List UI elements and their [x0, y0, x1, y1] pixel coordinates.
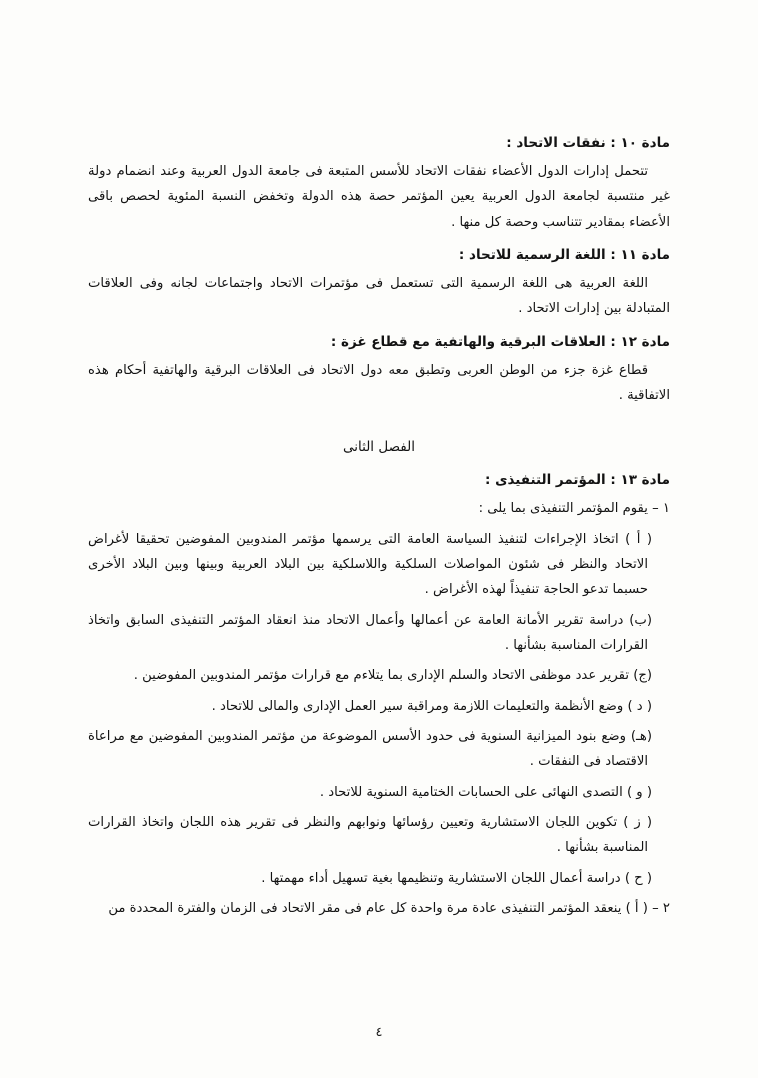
article-12-title: العلاقات البرقية والهاتفية مع قطاع غزة : [330, 333, 606, 350]
list-text: وضع بنود الميزانية السنوية فى حدود الأسس الموضوعة من مؤتمر المندوبين المفوضين مع مراعاة الاقتصاد فى النفقات . [88, 728, 648, 770]
list-item [88, 896, 670, 921]
list-item [88, 724, 670, 775]
article-13-label: مادة ١٣ : [610, 472, 670, 489]
article-11-label: مادة ١١ : [610, 246, 670, 263]
list-marker: ( أ ) [625, 531, 652, 547]
article-13-heading [88, 469, 670, 492]
article-11-title: اللغة الرسمية للاتحاد : [458, 246, 606, 263]
list-marker: ( ز ) [623, 814, 652, 830]
article-10-paragraph: تتحمل إدارات الدول الأعضاء نفقات الاتحاد للأسس المتبعة فى جامعة الدول العربية وعند انضمام دولة غير منتسبة لجامعة الدول العربية يعين المؤتمر حصة هذه الدولة وتخفض النسبة المئوية لحصص باقى الأعضاء بمقادير تتناسب وحصة كل منها . [88, 163, 670, 230]
list-marker: ١ – [652, 501, 670, 517]
article-12-paragraph: قطاع غزة جزء من الوطن العربى وتطبق معه دول الاتحاد فى العلاقات البرقية والهاتفية أحكام هذه الاتفاقية . [88, 362, 670, 403]
article-13-title: المؤتمر التنفيذى : [485, 472, 606, 489]
list-item [88, 608, 670, 659]
article-10-label: مادة ١٠ : [610, 135, 670, 151]
list-text: تقرير عدد موظفى الاتحاد والسلم الإدارى بما يتلاءم مع قرارات مؤتمر المندوبين المفوضين . [133, 668, 629, 684]
list-item [88, 496, 670, 521]
section-heading: الفصل الثانى [343, 439, 415, 456]
list-marker: ( ح ) [624, 870, 652, 886]
list-text: وضع الأنظمة والتعليمات اللازمة ومراقبة سير العمل الإدارى والمالى للاتحاد . [211, 698, 624, 714]
list-text: دراسة تقرير الأمانة العامة عن أعمالها وأعمال الاتحاد منذ انعقاد المؤتمر التنفيذى السابق واتخاذ القرارات المناسبة بشأنها . [88, 612, 648, 653]
list-marker: (هـ) [630, 728, 652, 744]
list-marker: ٢ – ( أ ) [625, 900, 670, 916]
article-10 [88, 132, 670, 235]
page-number: ٤ [375, 1025, 383, 1040]
list-item [88, 810, 670, 861]
article-10-title: نفقات الاتحاد : [506, 135, 606, 151]
list-item [88, 866, 670, 891]
article-10-heading [88, 132, 670, 155]
article-11-heading [88, 244, 670, 267]
list-item [88, 527, 670, 603]
list-text: تكوين اللجان الاستشارية وتعيين رؤسائها ونوابهم والنظر فى تقرير هذه اللجان واتخاذ القرارات المناسبة بشأنها . [88, 814, 648, 856]
list-text: دراسة أعمال اللجان الاستشارية وتنظيمها بغية تسهيل أداء مهمتها . [261, 870, 621, 886]
article-11-paragraph: اللغة العربية هى اللغة الرسمية التى تستعمل فى مؤتمرات الاتحاد واجتماعات لجانه وفى العلاقات المتبادلة بين إدارات الاتحاد . [88, 275, 670, 317]
list-marker: ( و ) [626, 784, 652, 800]
article-12-label: مادة ١٢ : [610, 333, 670, 350]
list-marker: ( د ) [627, 698, 652, 714]
article-13 [88, 469, 670, 921]
list-marker: (ب) [629, 612, 652, 628]
list-text: ينعقد المؤتمر التنفيذى عادة مرة واحدة كل عام فى مقر الاتحاد فى الزمان والفترة المحددة من [108, 900, 622, 916]
list-marker: (ج) [633, 668, 652, 684]
list-item [88, 780, 670, 805]
list-item [88, 663, 670, 688]
list-text: يقوم المؤتمر التنفيذى بما يلى : [478, 501, 648, 517]
article-12 [88, 331, 670, 409]
article-11 [88, 244, 670, 322]
list-text: اتخاذ الإجراءات لتنفيذ السياسة العامة التى يرسمها مؤتمر المندوبين المفوضين تحقيقا لأغراض الاتحاد والنظر فى شئون المواصلات السلكية واللاسلكية بين البلاد العربية وبينها وبين البلاد الأخرى حسبما تدعو الحاجة تنفيذاً لهذه الأغراض . [88, 531, 648, 598]
list-text: التصدى النهائى على الحسابات الختامية السنوية للاتحاد . [319, 784, 623, 800]
list-item [88, 694, 670, 719]
spacer [88, 417, 670, 423]
article-12-heading [88, 331, 670, 354]
document-body [88, 132, 670, 926]
